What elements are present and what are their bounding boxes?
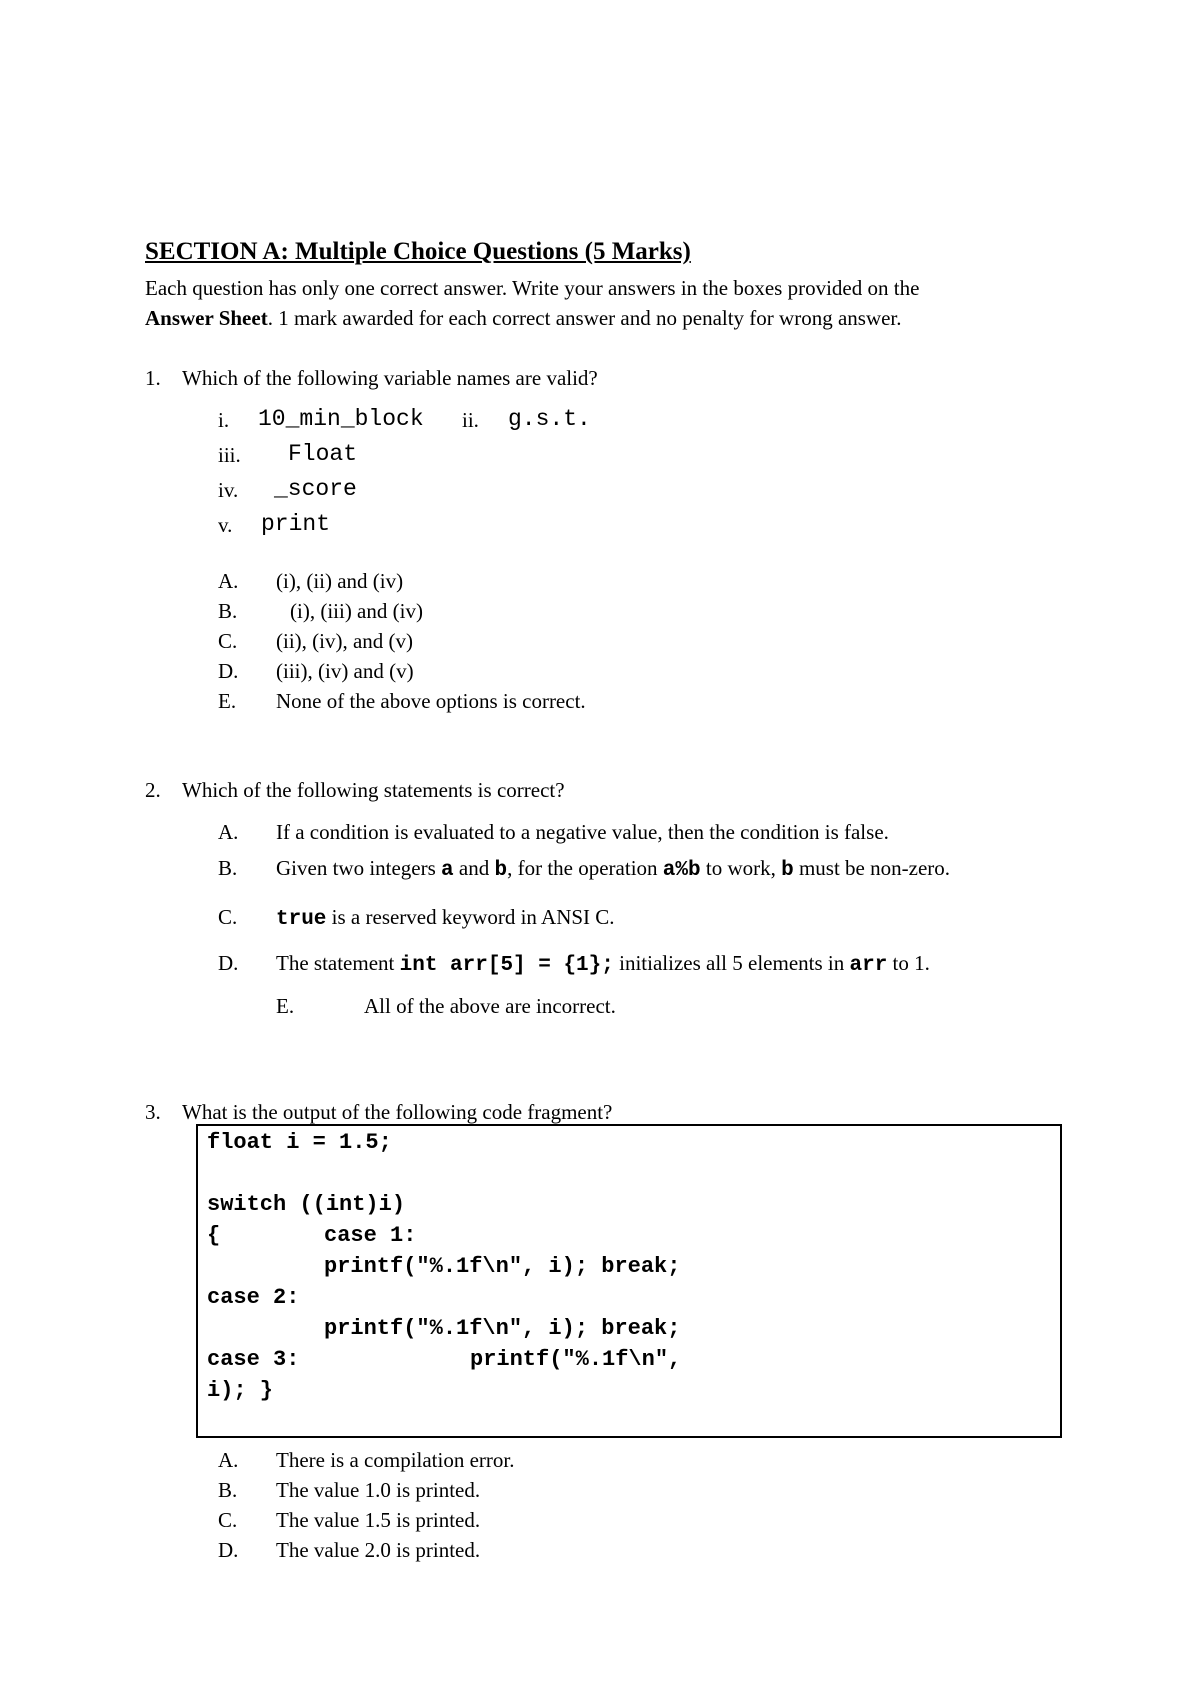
- q3-option-text: The value 1.5 is printed.: [276, 1508, 481, 1532]
- q2-option-letter: B.: [218, 856, 238, 880]
- q3-option-letter: D.: [218, 1538, 239, 1562]
- q1-var-code: Float: [288, 441, 358, 467]
- q2-option-text: [276, 856, 950, 882]
- q3-option-letter: C.: [218, 1508, 238, 1532]
- q1-option-text: (i), (ii) and (iv): [276, 569, 404, 593]
- inline-code: int arr[5] = {1};: [399, 954, 614, 977]
- text-run: Given two integers: [276, 856, 442, 880]
- code-line: case 1:: [324, 1223, 417, 1248]
- intro-rest: . 1 mark awarded for each correct answer and no penalty for wrong answer.: [267, 306, 902, 330]
- text-run: must be non-zero.: [793, 856, 951, 880]
- intro-line-1: Each question has only one correct answer. Write your answers in the boxes provided on the: [145, 276, 920, 300]
- q2-option-letter: C.: [218, 905, 238, 929]
- code-line: printf("%.1f\n",: [470, 1347, 682, 1372]
- text-run: The statement: [276, 951, 400, 975]
- q3-option-text: There is a compilation error.: [276, 1448, 515, 1472]
- q1-option-letter: B.: [218, 599, 238, 623]
- q1-var-code: _score: [274, 476, 357, 502]
- q2-option-letter: D.: [218, 951, 239, 975]
- q3-option-letter: B.: [218, 1478, 238, 1502]
- inline-code: a%b: [662, 859, 701, 882]
- code-line: switch ((int)i): [207, 1192, 406, 1217]
- q1-option-text: (i), (iii) and (iv): [290, 599, 423, 623]
- q1-option-letter: D.: [218, 659, 239, 683]
- code-line: i); }: [207, 1378, 274, 1403]
- q3-option-text: The value 1.0 is printed.: [276, 1478, 481, 1502]
- q1-var-code: print: [261, 511, 331, 537]
- text-run: and: [453, 856, 495, 880]
- q3-option-text: The value 2.0 is printed.: [276, 1538, 481, 1562]
- q2-option-letter: E.: [276, 994, 295, 1018]
- q1-text: Which of the following variable names are valid?: [182, 366, 598, 390]
- inline-code: true: [276, 908, 327, 931]
- code-box: [196, 1124, 1062, 1438]
- q1-var-code: g.s.t.: [508, 406, 591, 432]
- text-run: to work,: [700, 856, 782, 880]
- q3-option-letter: A.: [218, 1448, 239, 1472]
- q1-var-label: iv.: [218, 478, 239, 502]
- q2-option-text: [276, 951, 930, 977]
- q1-option-letter: C.: [218, 629, 238, 653]
- q2-text: Which of the following statements is correct?: [182, 778, 565, 802]
- text-run: to 1.: [887, 951, 930, 975]
- q3-text: What is the output of the following code fragment?: [182, 1100, 613, 1124]
- code-line: printf("%.1f\n", i); break;: [324, 1316, 681, 1341]
- code-line: printf("%.1f\n", i); break;: [324, 1254, 681, 1279]
- code-line: float i = 1.5;: [207, 1130, 392, 1155]
- inline-code: a: [441, 859, 454, 882]
- q1-option-letter: A.: [218, 569, 239, 593]
- q1-option-text: None of the above options is correct.: [276, 689, 586, 713]
- code-line: case 2:: [207, 1285, 300, 1310]
- q1-var-code: 10_min_block: [258, 406, 424, 432]
- answer-sheet-label: Answer Sheet: [145, 306, 268, 330]
- q2-option-text: [276, 905, 615, 931]
- q1-var-label: iii.: [218, 443, 241, 467]
- inline-code: b: [781, 859, 794, 882]
- q2-number: 2.: [145, 778, 161, 802]
- text-run: is a reserved keyword in ANSI C.: [326, 905, 615, 929]
- code-line: case 3:: [207, 1347, 300, 1372]
- inline-code: arr: [849, 954, 888, 977]
- q1-var-label: ii.: [462, 408, 479, 432]
- q2-option-letter: A.: [218, 820, 239, 844]
- q1-option-letter: E.: [218, 689, 237, 713]
- section-title: SECTION A: Multiple Choice Questions (5 Marks): [145, 238, 691, 265]
- text-run: initializes all 5 elements in: [613, 951, 850, 975]
- q1-number: 1.: [145, 366, 161, 390]
- text-run: , for the operation: [507, 856, 663, 880]
- inline-code: b: [494, 859, 508, 882]
- intro-line-2: [145, 306, 902, 331]
- q1-var-label: v.: [218, 513, 233, 537]
- code-line: {: [207, 1223, 221, 1248]
- q1-var-label: i.: [218, 408, 230, 432]
- q2-option-text: All of the above are incorrect.: [364, 994, 616, 1018]
- q3-number: 3.: [145, 1100, 161, 1124]
- q1-option-text: (ii), (iv), and (v): [276, 629, 414, 653]
- q2-option-text: If a condition is evaluated to a negative value, then the condition is false.: [276, 820, 889, 844]
- q1-option-text: (iii), (iv) and (v): [276, 659, 414, 683]
